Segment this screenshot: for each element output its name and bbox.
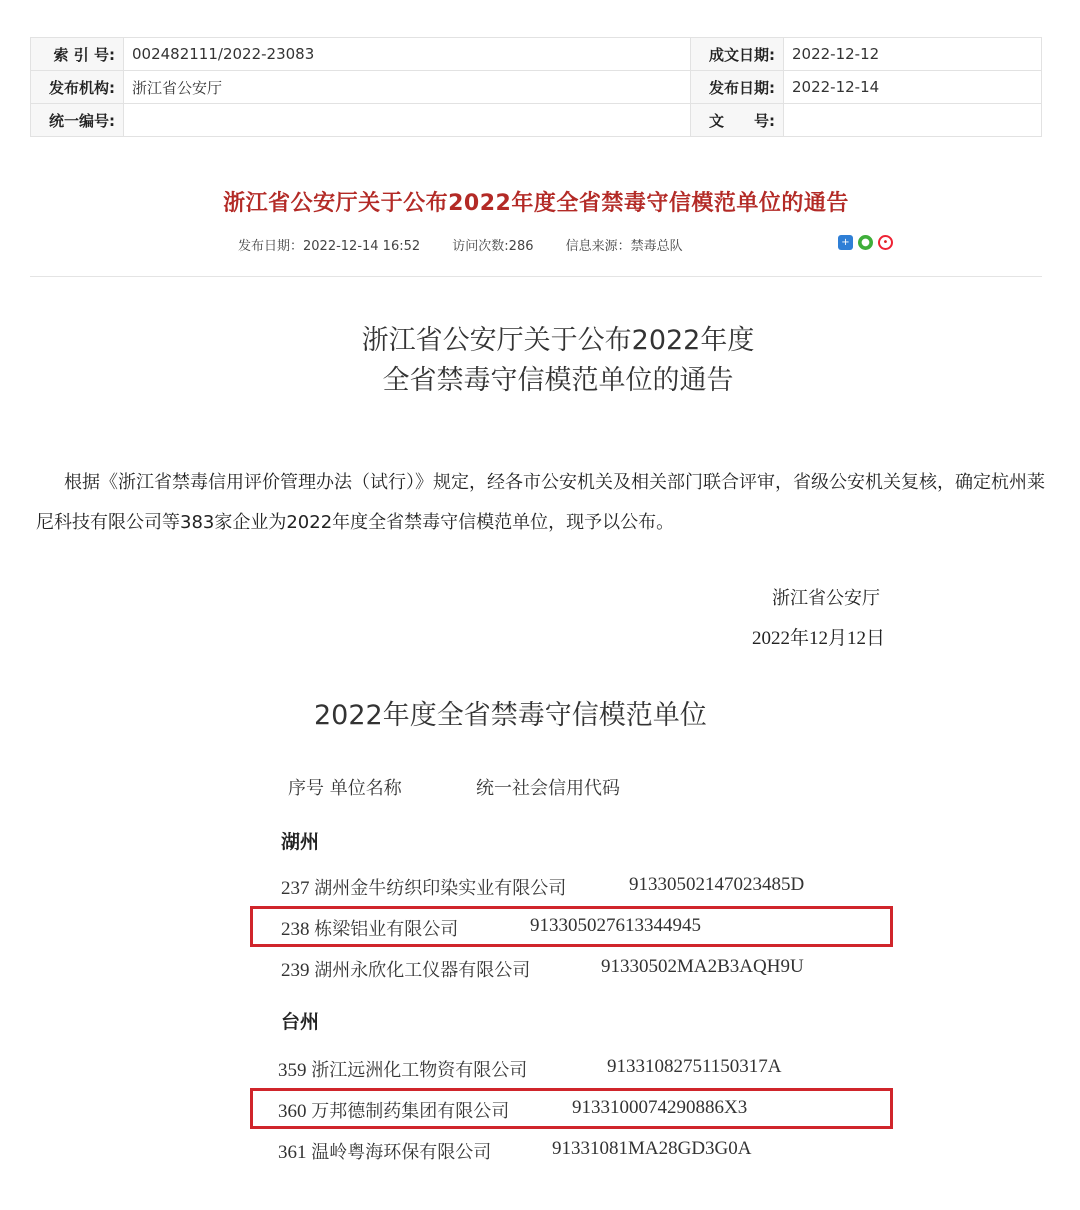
share-plus-icon[interactable]: + xyxy=(838,235,853,250)
index-label: 索 引 号: xyxy=(31,38,124,71)
list-title: 2022年度全省禁毒守信模范单位 xyxy=(314,700,707,731)
list-item: 237 湖州金牛纺织印染实业有限公司 91330502147023485D xyxy=(281,874,805,899)
region-taizhou: 台州 xyxy=(281,1011,320,1033)
notice-title-line2: 全省禁毒守信模范单位的通告 xyxy=(382,365,734,396)
written-date-label: 成文日期: xyxy=(691,38,784,71)
wechat-icon[interactable]: ● xyxy=(858,235,873,250)
region-huzhou: 湖州 xyxy=(281,831,320,853)
document-meta-table xyxy=(30,37,1042,137)
serial-label: 统一编号: xyxy=(31,104,124,137)
notice-paragraph: 根据《浙江省禁毒信用评价管理办法（试行）》规定，经各市公安机关及相关部门联合评审，省级公安机关复核，确定杭州莱尼科技有限公司等383家企业为2022年度全省禁毒守信模范单位，现予以公布。 xyxy=(36,472,1045,533)
written-date-value: 2022-12-12 xyxy=(784,38,1042,71)
publish-date-label: 发布日期: xyxy=(691,71,784,104)
list-item: 238 栋梁铝业有限公司 913305027613344945 xyxy=(281,915,701,940)
list-item: 359 浙江远洲化工物资有限公司 91331082751150317A xyxy=(278,1056,782,1081)
publish-datetime: 发布日期：2022-12-14 16:52 xyxy=(238,239,421,254)
org-value: 浙江省公安厅 xyxy=(124,71,691,104)
signature-org: 浙江省公安厅 xyxy=(772,588,880,609)
share-bar xyxy=(838,235,893,250)
org-label: 发布机构: xyxy=(31,71,124,104)
list-item: 360 万邦德制药集团有限公司 9133100074290886X3 xyxy=(278,1097,748,1122)
weibo-icon[interactable]: • xyxy=(878,235,893,250)
index-value: 002482111/2022-23083 xyxy=(124,38,691,71)
column-header-name: 序号 单位名称 xyxy=(288,778,402,799)
divider xyxy=(30,276,1042,277)
highlight-box-360 xyxy=(250,1088,893,1129)
list-item: 361 温岭粤海环保有限公司 91331081MA28GD3G0A xyxy=(278,1138,752,1163)
article-headline: 浙江省公安厅关于公布2022年度全省禁毒守信模范单位的通告 xyxy=(223,191,849,216)
serial-value xyxy=(124,104,691,137)
docno-label: 文 号: xyxy=(691,104,784,137)
highlight-box-238 xyxy=(250,906,893,947)
column-header-code: 统一社会信用代码 xyxy=(476,778,620,799)
docno-value xyxy=(784,104,1042,137)
list-item: 239 湖州永欣化工仪器有限公司 91330502MA2B3AQH9U xyxy=(281,956,804,981)
visit-count: 访问次数:286 xyxy=(452,239,534,254)
signature-date: 2022年12月12日 xyxy=(752,628,886,649)
notice-title-line1: 浙江省公安厅关于公布2022年度 xyxy=(361,325,755,356)
info-source: 信息来源：禁毒总队 xyxy=(565,239,683,254)
article-info xyxy=(238,235,711,254)
publish-date-value: 2022-12-14 xyxy=(784,71,1042,104)
